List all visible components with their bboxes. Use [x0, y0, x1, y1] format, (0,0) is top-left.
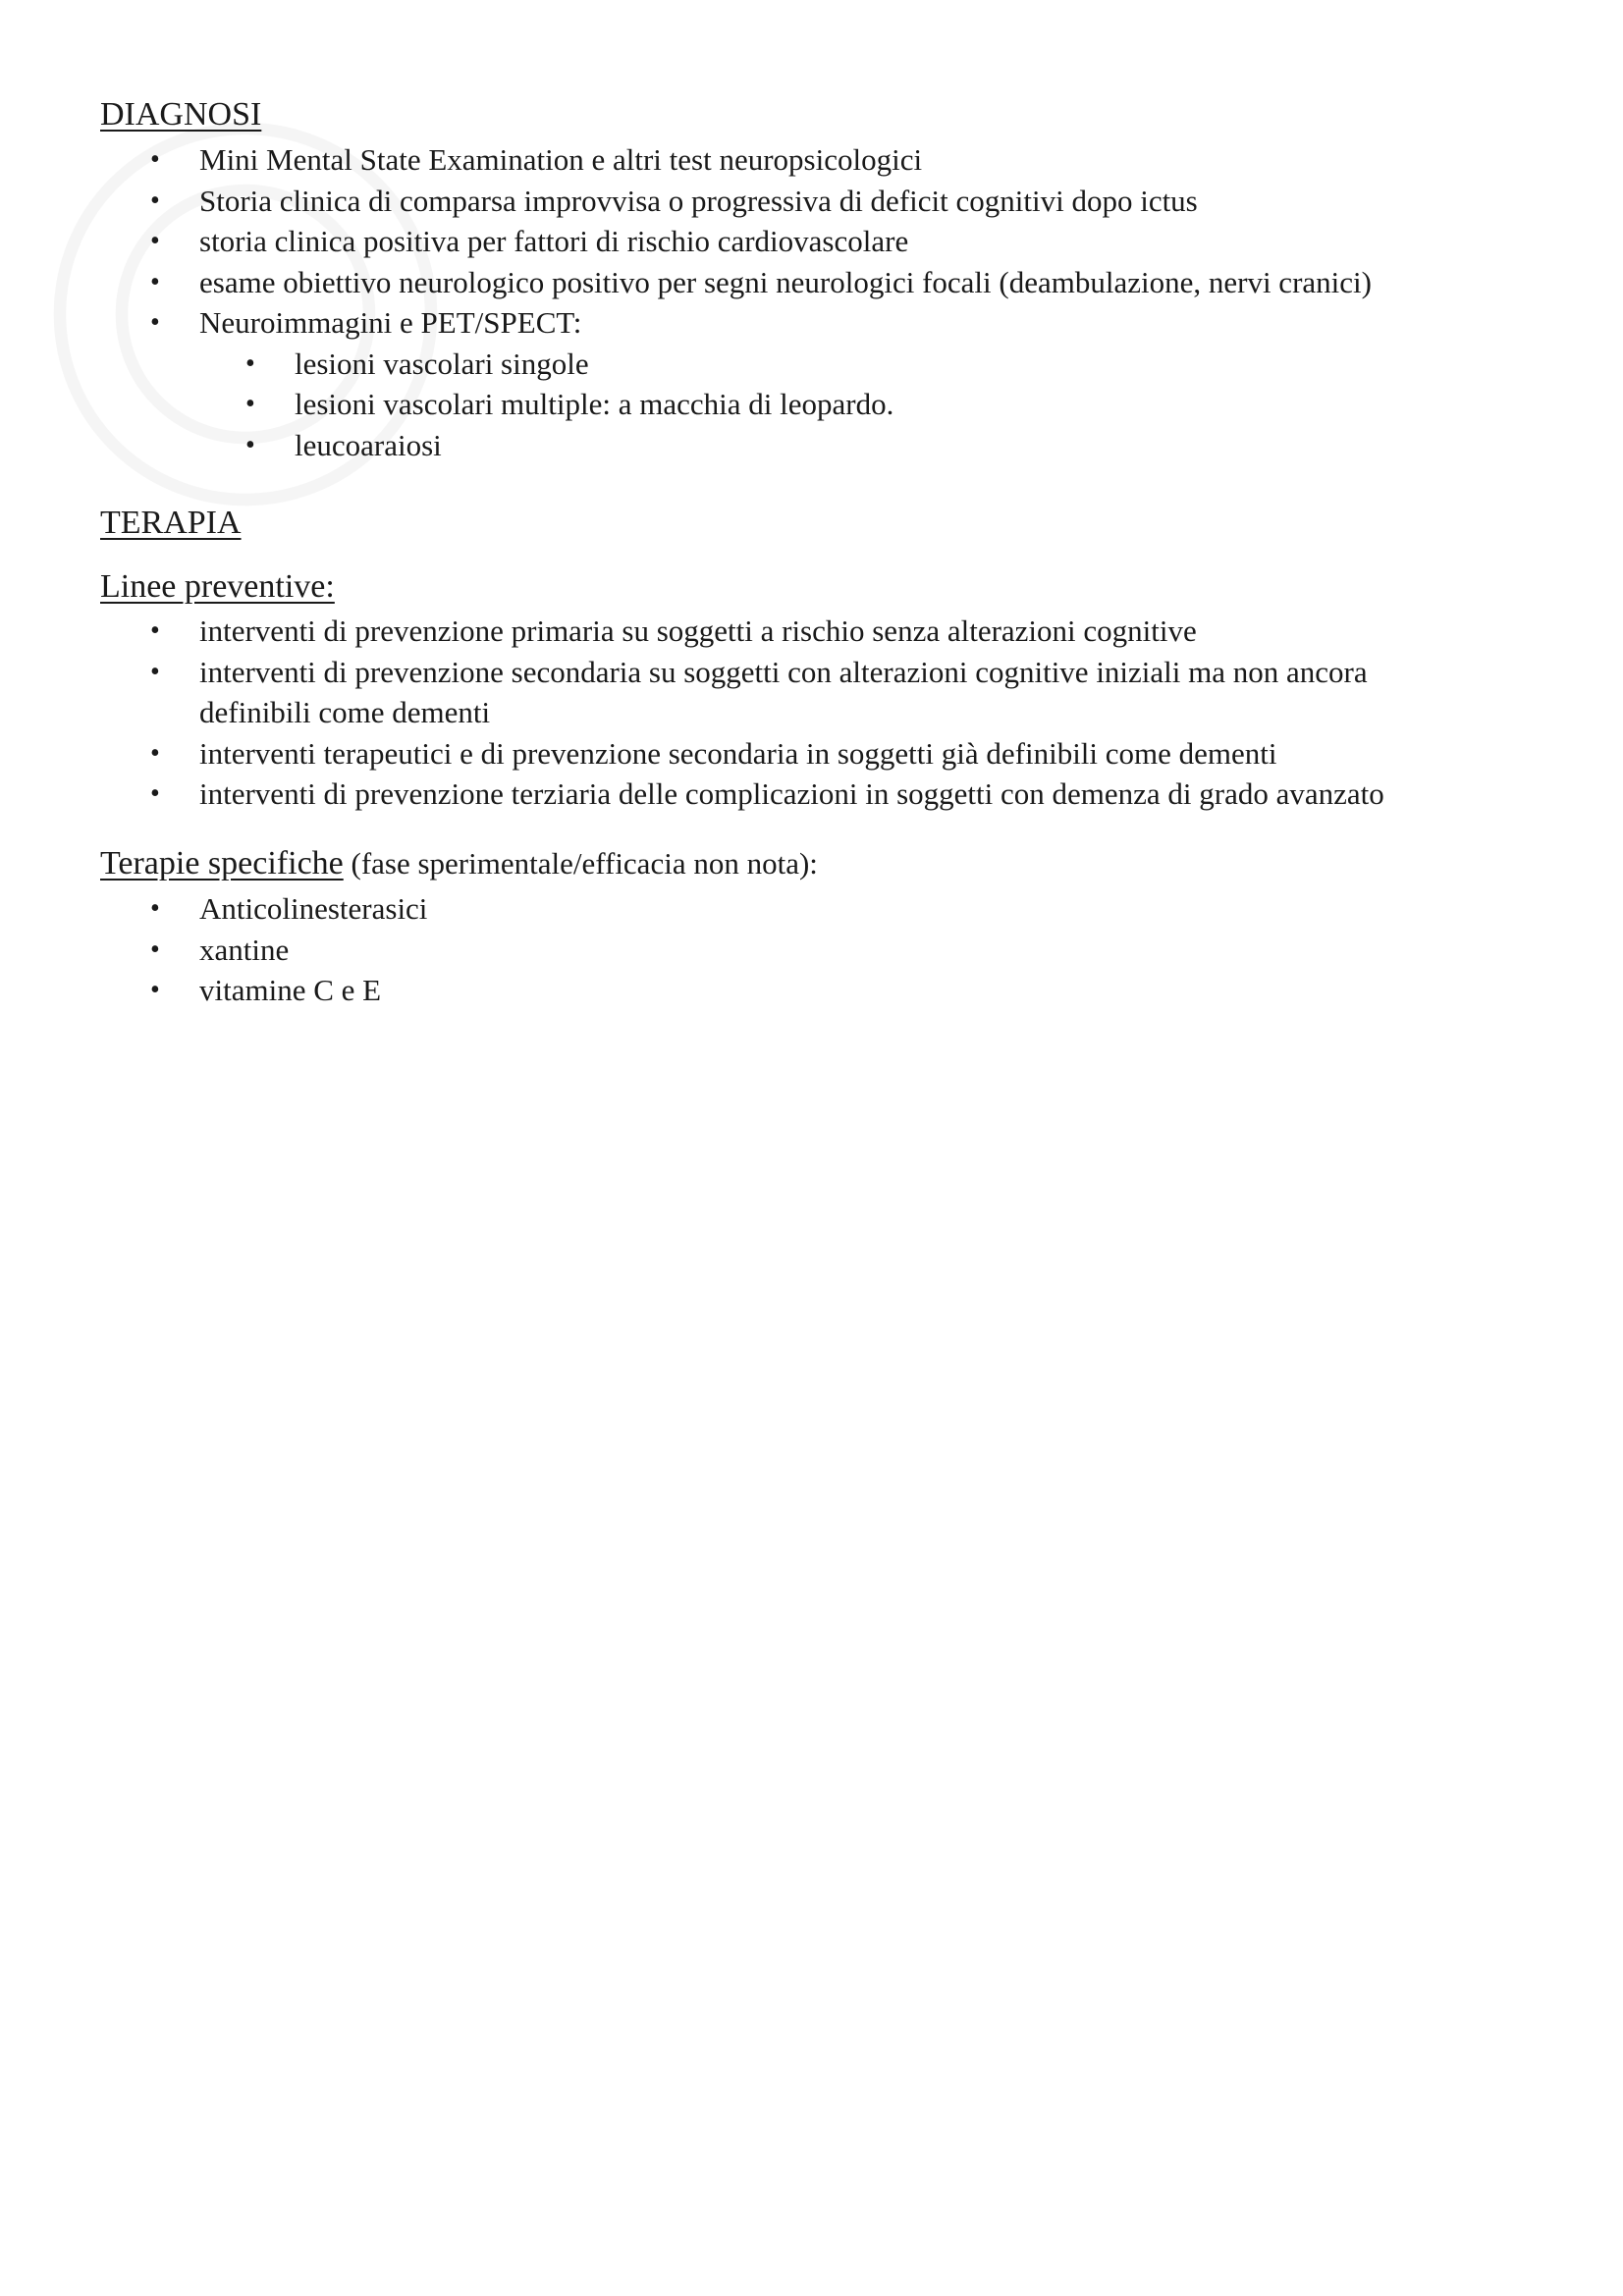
list-item-text: Mini Mental State Examination e altri test neuropsicologici: [199, 142, 923, 177]
list-item: [0, 221, 1372, 262]
list-item-text: interventi di prevenzione primaria su soggetti a rischio senza alterazioni cognitive: [199, 614, 1197, 648]
subsection-title-linee-preventive: [100, 567, 335, 607]
list-item: [0, 652, 1476, 733]
bullet: •: [150, 615, 160, 646]
list-item-text: Storia clinica di comparsa improvvisa o progressiva di deficit cognitivi dopo ictus: [199, 183, 1198, 218]
list-item: [0, 181, 1372, 222]
list-item: [0, 733, 1476, 774]
list-item: [0, 302, 1372, 344]
list-item: [0, 930, 427, 971]
terapie-specifiche-list: [0, 888, 427, 1011]
bullet: •: [245, 389, 255, 419]
terapie-specifiche-note: (fase sperimentale/efficacia non nota):: [343, 846, 818, 881]
diagnosi-list: [0, 139, 1372, 465]
sub-list-item: [0, 425, 1372, 466]
subsection-title-terapie-specifiche: [100, 844, 818, 883]
sub-list-item: [0, 344, 1372, 385]
section-title-terapia: TERAPIA: [100, 505, 242, 541]
bullet: •: [150, 266, 160, 297]
bullet: •: [150, 144, 160, 175]
list-item: [0, 888, 427, 930]
list-item: [0, 262, 1372, 303]
list-item-text: interventi terapeutici e di prevenzione secondaria in soggetti già definibili come dementi: [199, 735, 1277, 771]
bullet: •: [150, 656, 160, 687]
bullet: •: [150, 778, 160, 809]
list-item-text: vitamine C e E: [199, 973, 382, 1007]
list-item: [0, 774, 1476, 815]
list-item-text: xantine: [199, 932, 290, 967]
list-item-text: Anticolinesterasici: [199, 891, 428, 926]
bullet: •: [150, 226, 160, 256]
linee-preventive-list: [0, 611, 1476, 815]
bullet: •: [150, 975, 160, 1005]
list-item-text: interventi di prevenzione secondaria su soggetti con alterazioni cognitive iniziali ma non ancora definibili come dementi: [199, 654, 1368, 729]
bullet: •: [150, 934, 160, 965]
sub-list-item-text: lesioni vascolari singole: [295, 346, 589, 381]
list-item-text: storia clinica positiva per fattori di rischio cardiovascolare: [199, 224, 909, 258]
bullet: •: [245, 347, 255, 379]
sub-list-item-text: lesioni vascolari multiple: a macchia di leopardo.: [295, 387, 894, 421]
bullet: •: [150, 307, 160, 338]
list-item: [0, 139, 1372, 181]
list-item-text: Neuroimmagini e PET/SPECT:: [199, 305, 582, 340]
sub-list-item-text: leucoaraiosi: [295, 427, 442, 462]
list-item-text: esame obiettivo neurologico positivo per segni neurologici focali (deambulazione, nervi cranici): [199, 264, 1372, 299]
list-item: [0, 970, 427, 1011]
list-item-text: interventi di prevenzione terziaria delle complicazioni in soggetti con demenza di grado avanzato: [199, 776, 1384, 811]
sub-list-item: [0, 384, 1372, 425]
bullet: •: [150, 185, 160, 216]
bullet: •: [150, 737, 160, 769]
section-title-diagnosi: DIAGNOSI: [100, 96, 262, 133]
bullet: •: [150, 893, 160, 924]
bullet: •: [245, 429, 255, 460]
linee-preventive-title: Linee preventive:: [100, 568, 335, 605]
list-item: [0, 611, 1476, 652]
terapie-specifiche-title: Terapie specifiche: [100, 845, 344, 881]
